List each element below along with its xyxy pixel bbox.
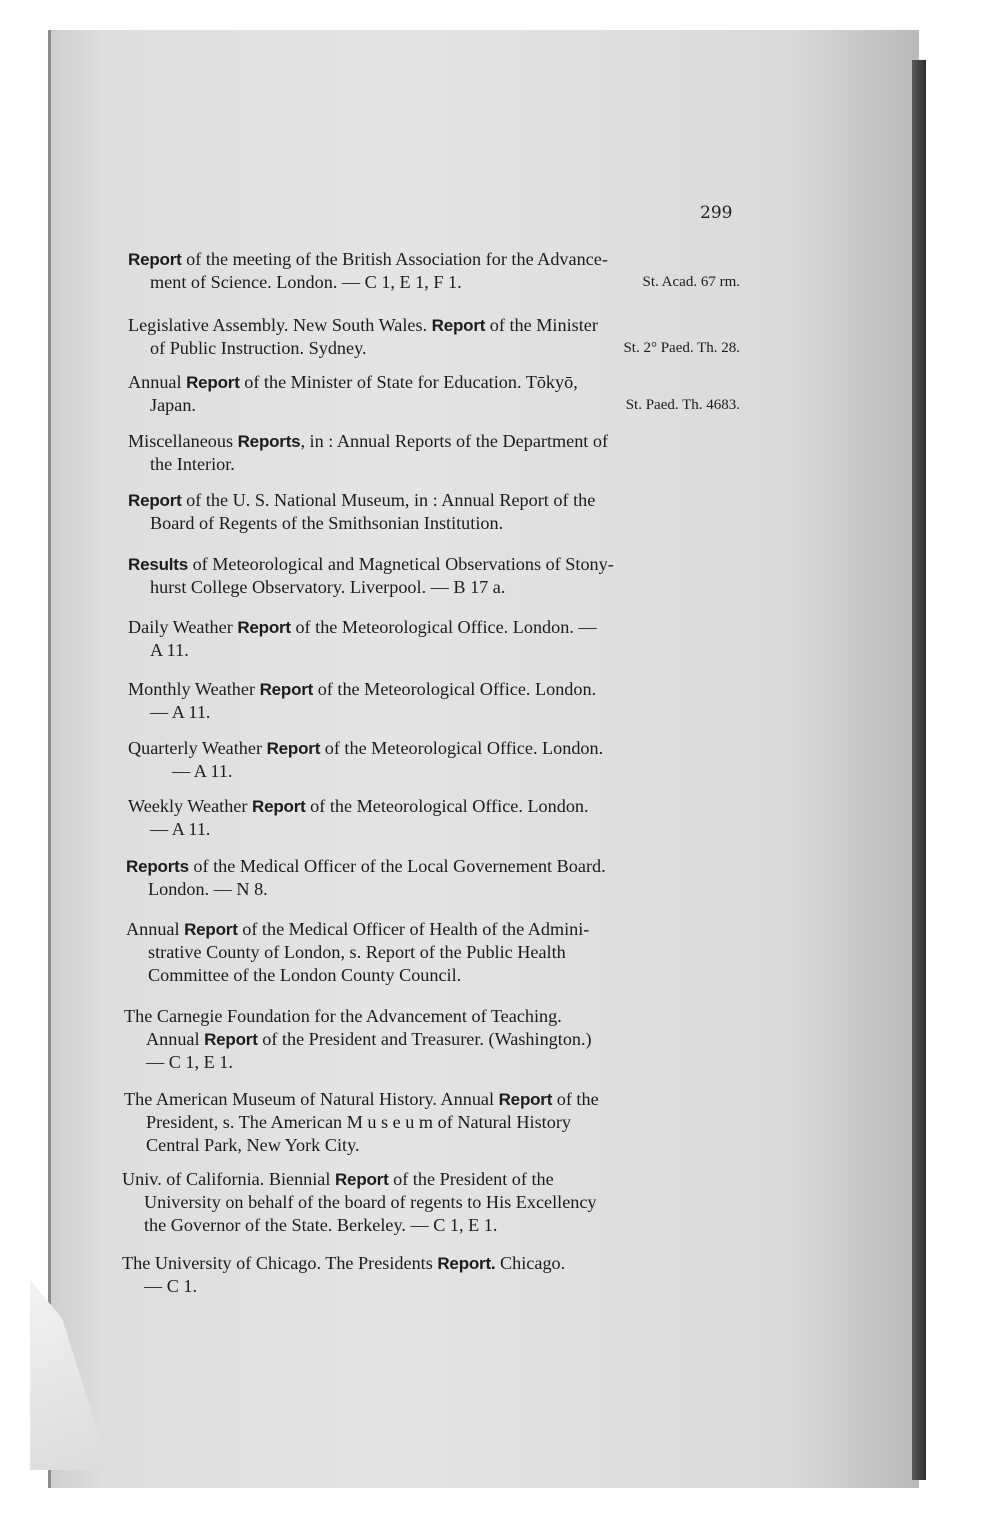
entry-tokyo-education: Annual Report of the Minister of State for Education. Tōkyō, Japan. St. Paed. Th. 4683.: [128, 372, 740, 415]
page-number: 299: [700, 203, 733, 223]
entry-daily-weather: Daily Weather Report of the Meteorological Office. London. — A 11.: [128, 617, 597, 660]
entry-national-museum: Report of the U. S. National Museum, in : Annual Report of the Board of Regents of the Smithsonian Institution.: [128, 490, 596, 533]
page-edge: [912, 60, 926, 1480]
entry-monthly-weather: Monthly Weather Report of the Meteorological Office. London. — A 11.: [128, 679, 597, 722]
entry-univ-chicago: The University of Chicago. The Presidents Report. Chicago. — C 1.: [122, 1253, 566, 1296]
entry-univ-california: Univ. of California. Biennial Report of the President of the University on behalf of the board of regents to His Excellency the Governor of the State. Berkeley. — C 1, E 1.: [122, 1169, 597, 1235]
entry-carnegie-foundation: The Carnegie Foundation for the Advancement of Teaching. Annual Report of the President and Treasurer. (Washington.) — C 1, E 1.: [124, 1006, 592, 1072]
entry-stonyhurst: Results of Meteorological and Magnetical Observations of Stony- hurst College Observatory. Liverpool. — B 17 a.: [128, 554, 614, 597]
entry-quarterly-weather: Quarterly Weather Report of the Meteorological Office. London. — A 11.: [128, 738, 604, 781]
entry-miscellaneous-reports: Miscellaneous Reports, in : Annual Reports of the Department of the Interior.: [128, 431, 609, 474]
entry-british-association: Report of the meeting of the British Association for the Advance- ment of Science. London. — C 1, E 1, F 1. St. Acad. 67 rm.: [128, 249, 740, 292]
entry-local-government-board: Reports of the Medical Officer of the Local Governement Board. London. — N 8.: [126, 856, 606, 899]
entry-legislative-assembly: Legislative Assembly. New South Wales. Report of the Minister of Public Instruction. Sydney. St. 2° Paed. Th. 28.: [128, 315, 740, 358]
entry-london-county-health: Annual Report of the Medical Officer of Health of the Admini- strative County of London, s. Report of the Public Health Committee of the London County Council.: [126, 919, 590, 985]
entry-american-museum: The American Museum of Natural History. Annual Report of the President, s. The American M u s e u m of Natural History Central Park, New York City.: [124, 1089, 599, 1155]
entry-weekly-weather: Weekly Weather Report of the Meteorological Office. London. — A 11.: [128, 796, 589, 839]
